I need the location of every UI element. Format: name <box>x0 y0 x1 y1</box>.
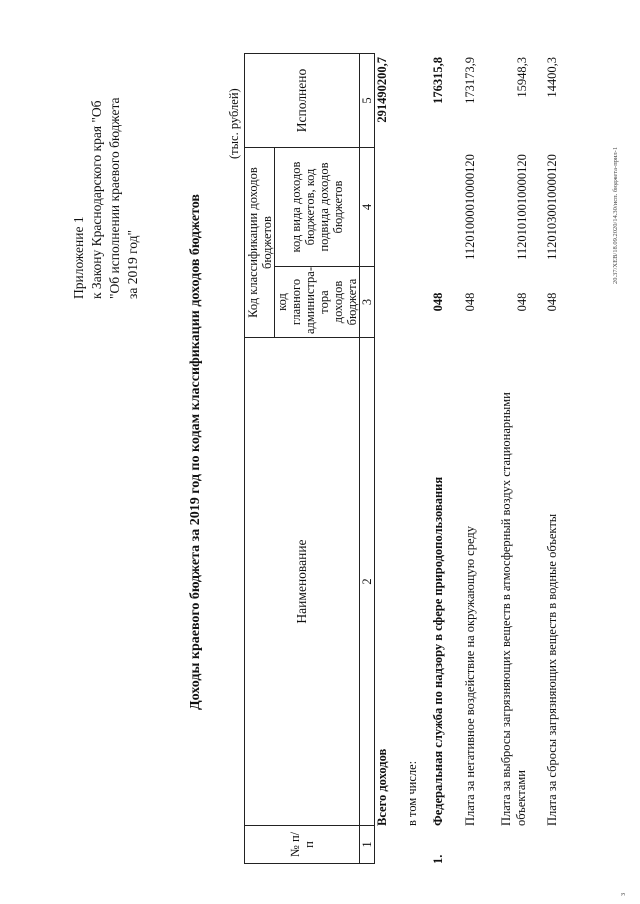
table-row <box>499 54 545 864</box>
header-kind-code: код вида доходов бюджетов, код подвида доходов бюджетов <box>275 147 360 266</box>
row-value: 14400,3 <box>545 57 559 98</box>
row-admin-code: 048 <box>463 292 477 312</box>
file-reference-footer: 20.37/ХЕВ/18.09.2020/14.30/исп. бюджета-прил-1 <box>612 146 619 284</box>
row-name: Плата за выбросы загрязняющих веществ в атмосферный воздух стационарными объектами <box>499 392 528 826</box>
header-code-group: Код классификации доходов бюджетов <box>245 147 275 337</box>
table-row <box>463 54 499 864</box>
table-row <box>545 54 575 864</box>
header-index-5: 5 <box>360 53 375 147</box>
header-index-4: 4 <box>360 147 375 266</box>
appendix-line-3: "Об исполнении краевого бюджета <box>107 97 122 299</box>
table-row <box>431 54 463 864</box>
appendix-line-4: за 2019 год" <box>125 229 140 299</box>
header-index-3: 3 <box>360 267 375 338</box>
row-value: 176315,8 <box>431 57 445 104</box>
appendix-line-1: Приложение 1 <box>71 216 86 299</box>
table-row <box>405 54 431 864</box>
row-name: Плата за сбросы загрязняющих веществ в водные объекты <box>545 513 559 826</box>
table-row <box>375 54 405 864</box>
row-name: Всего доходов <box>375 748 389 826</box>
row-kind-code: 11201030010000120 <box>545 154 559 260</box>
header-executed: Исполнено <box>245 53 360 147</box>
row-value: 15948,3 <box>515 57 529 98</box>
appendix-header <box>70 97 142 299</box>
row-admin-code: 048 <box>545 292 559 312</box>
header-admin-code: код главного администра-тора доходов бюджета <box>275 267 360 338</box>
row-value: 173173,9 <box>463 57 477 104</box>
header-index-1: 1 <box>360 826 375 864</box>
row-name: в том числе: <box>405 760 419 826</box>
row-kind-code: 11201010010000120 <box>515 154 529 260</box>
header-name: Наименование <box>245 338 360 826</box>
appendix-line-2: к Закону Краснодарского края "Об <box>89 100 104 299</box>
header-num: № п/п <box>245 826 360 864</box>
row-admin-code: 048 <box>515 292 529 312</box>
row-admin-code: 048 <box>431 292 445 312</box>
row-name: Плата за негативное воздействие на окружающую среду <box>463 526 477 826</box>
row-name: Федеральная служба по надзору в сфере природопользования <box>431 476 445 826</box>
units-label: (тыс. рублей) <box>227 88 241 159</box>
header-index-2: 2 <box>360 338 375 826</box>
header-table <box>244 53 375 864</box>
row-value: 291490200,7 <box>375 57 389 123</box>
row-kind-code: 11201000010000120 <box>463 154 477 260</box>
page-mark: з <box>618 892 627 896</box>
document-title: Доходы краевого бюджета за 2019 год по кодам классификации доходов бюджетов <box>188 194 203 710</box>
row-num: 1. <box>431 854 445 864</box>
